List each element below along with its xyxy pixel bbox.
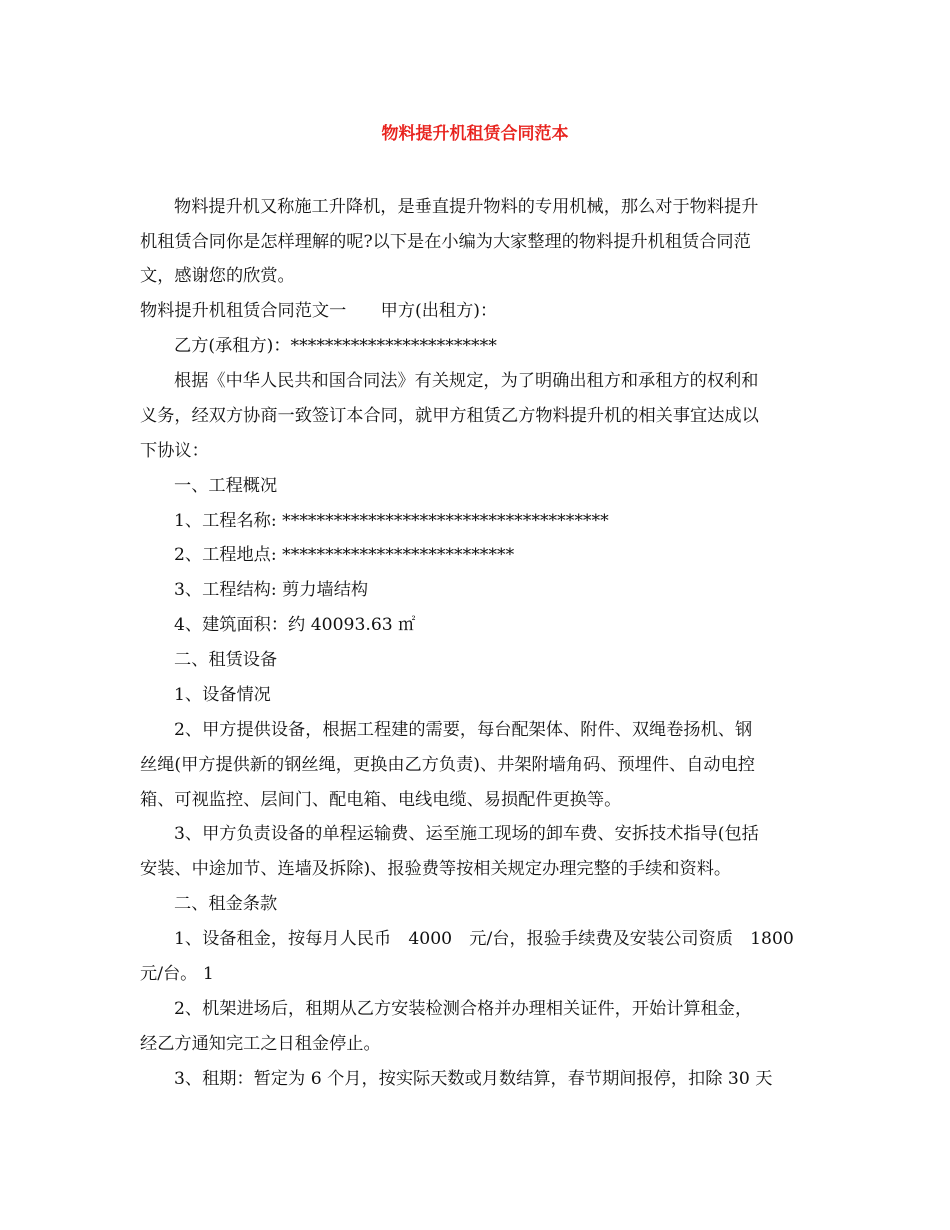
section-heading: 物料提升机租赁合同范文一 甲方(出租方)： bbox=[140, 301, 498, 321]
list-item: 2、甲方提供设备，根据工程建的需要，每台配架体、附件、双绳卷扬机、钢 bbox=[174, 720, 753, 740]
party-line: 乙方(承租方)：************************ bbox=[174, 336, 497, 356]
document-title: 物料提升机租赁合同范本 bbox=[381, 124, 569, 144]
paragraph-line: 物料提升机又称施工升降机，是垂直提升物料的专用机械，那么对于物料提升 bbox=[174, 197, 759, 217]
list-item: 3、工程结构: 剪力墙结构 bbox=[174, 580, 369, 600]
list-item: 1、设备租金，按每月人民币 4000 元/台，报验手续费及安装公司资质 1800 bbox=[174, 929, 794, 949]
section-heading: 二、租金条款 bbox=[174, 894, 278, 914]
paragraph-line: 下协议： bbox=[140, 441, 209, 461]
paragraph-line: 丝绳(甲方提供新的钢丝绳，更换由乙方负责)、井架附墙角码、预埋件、自动电控 bbox=[140, 755, 755, 775]
list-item: 3、甲方负责设备的单程运输费、运至施工现场的卸车费、安拆技术指导(包括 bbox=[174, 824, 759, 844]
section-heading: 一、工程概况 bbox=[174, 476, 278, 496]
list-item: 2、工程地点: *************************** bbox=[174, 545, 515, 565]
paragraph-line: 机租赁合同你是怎样理解的呢?以下是在小编为大家整理的物料提升机租赁合同范 bbox=[140, 232, 751, 252]
list-item: 3、租期：暂定为 6 个月，按实际天数或月数结算，春节期间报停，扣除 30 天 bbox=[174, 1069, 773, 1089]
list-item: 1、工程名称: ************************************** bbox=[174, 511, 609, 531]
list-item: 2、机架进场后，租期从乙方安装检测合格并办理相关证件，开始计算租金， bbox=[174, 999, 753, 1019]
list-item: 1、设备情况 bbox=[174, 685, 271, 705]
section-heading: 二、租赁设备 bbox=[174, 650, 278, 670]
paragraph-line: 元/台。 1 bbox=[140, 964, 214, 984]
list-item: 4、建筑面积：约 40093.63 ㎡ bbox=[174, 615, 416, 635]
paragraph-line: 经乙方通知完工之日租金停止。 bbox=[140, 1034, 381, 1054]
paragraph-line: 安装、中途加节、连墙及拆除)、报验费等按相关规定办理完整的手续和资料。 bbox=[140, 859, 732, 879]
paragraph-line: 义务，经双方协商一致签订本合同，就甲方租赁乙方物料提升机的相关事宜达成以 bbox=[140, 406, 759, 426]
paragraph-line: 根据《中华人民共和国合同法》有关规定，为了明确出租方和承租方的权利和 bbox=[174, 371, 759, 391]
paragraph-line: 箱、可视监控、层间门、配电箱、电线电缆、易损配件更换等。 bbox=[140, 790, 622, 810]
paragraph-line: 文，感谢您的欣赏。 bbox=[140, 266, 295, 286]
